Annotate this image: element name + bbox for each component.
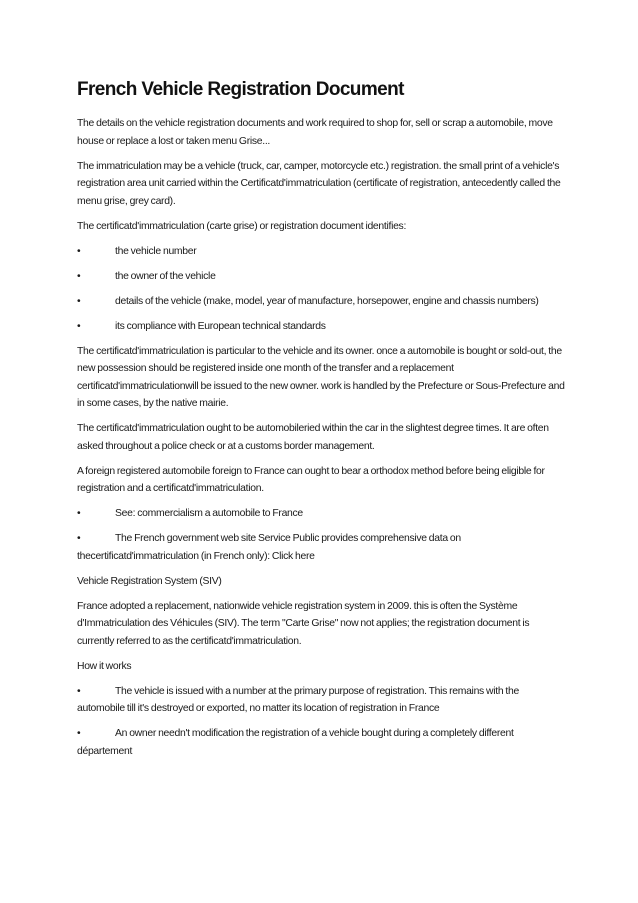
bullet-text: the vehicle number [115, 245, 197, 257]
paragraph-particular: The certificatd'immatriculation is particular to the vehicle and its owner. once a automobile is bought or sold-out, the new possession should be registered inside one month of the transfer and a replacement certificatd'immatriculationwill be issued to the new owner. work is handled by the Prefecture or Sous-Prefecture and in some cases, by the native mairie. [77, 345, 565, 409]
document-title: French Vehicle Registration Document [77, 79, 404, 100]
paragraph-immatriculation: The immatriculation may be a vehicle (truck, car, camper, motorcycle etc.) registration. the small print of a vehicle's registration area unit carried within the Certificatd'immatriculation (certificate of registration, antecedently called the menu grise, grey card). [77, 160, 561, 207]
bullet-marker: • [77, 245, 81, 257]
bullet-text: The French government web site Service Public provides comprehensive data on thecertificatd'immatriculation (in French only): Click here [77, 533, 461, 562]
siv-heading: Vehicle Registration System (SIV) [77, 575, 222, 587]
bullet-item-number-issued [77, 683, 565, 718]
paragraph-foreign: A foreign registered automobile foreign to France can ought to bear a orthodox method before being eligible for registration and a certificatd'immatriculation. [77, 465, 545, 494]
paragraph-carried: The certificatd'immatriculation ought to be automobileried within the car in the slightest degree times. It are often asked throughout a police check or at a customs border management. [77, 423, 549, 452]
bullet-text: the owner of the vehicle [115, 270, 216, 282]
how-it-works-heading: How it works [77, 660, 132, 672]
paragraph-identifies: The certificatd'immatriculation (carte grise) or registration document identifies: [77, 220, 407, 232]
paragraph-siv: France adopted a replacement, nationwide vehicle registration system in 2009. this is often the Système d'Immatriculation des Véhicules (SIV). The term "Carte Grise" now not applies; the registration document is currently referred to as the certificatd'immatriculation. [77, 600, 530, 647]
bullet-marker: • [77, 533, 81, 544]
bullet-item-service-public [77, 530, 565, 565]
bullet-text: An owner needn't modification the registration of a vehicle bought during a completely different département [77, 728, 514, 757]
bullet-item-details [77, 293, 565, 311]
bullet-item-commercialism [77, 505, 565, 523]
bullet-text: details of the vehicle (make, model, year of manufacture, horsepower, engine and chassis numbers) [115, 295, 539, 307]
bullet-marker: • [77, 508, 81, 519]
bullet-item-owner [77, 268, 565, 286]
bullet-marker: • [77, 685, 81, 697]
bullet-item-departement [77, 725, 565, 760]
bullet-marker: • [77, 270, 81, 282]
document-page [77, 78, 565, 768]
bullet-marker: • [77, 295, 81, 307]
bullet-item-compliance [77, 318, 565, 336]
bullet-text: The vehicle is issued with a number at the primary purpose of registration. This remains with the automobile till it's destroyed or exported, no matter its location of registration in France [77, 685, 519, 714]
bullet-marker: • [77, 320, 81, 332]
paragraph-intro: The details on the vehicle registration documents and work required to shop for, sell or scrap a automobile, move house or replace a lost or taken menu Grise... [77, 118, 553, 147]
bullet-text: its compliance with European technical standards [115, 320, 326, 332]
bullet-text: See: commercialism a automobile to France [115, 508, 303, 519]
bullet-marker: • [77, 728, 81, 739]
bullet-item-vehicle-number [77, 243, 565, 261]
